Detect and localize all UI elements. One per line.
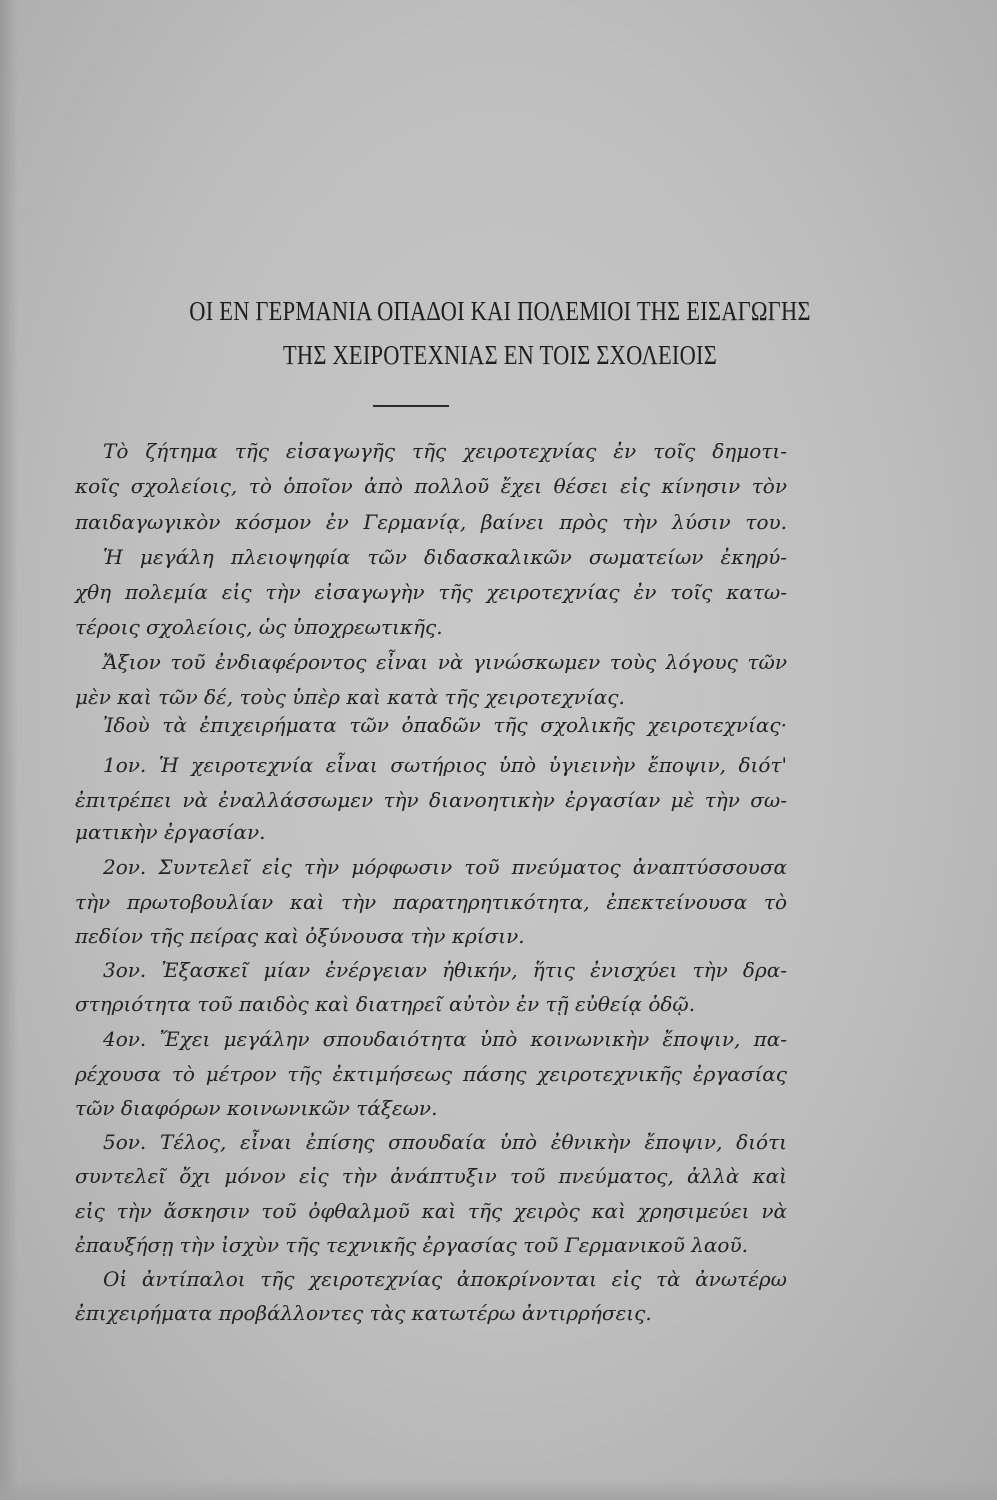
body-line: τέροις σχολείοις, ὡς ὑποχρεωτικῆς. xyxy=(75,615,443,639)
body-line: Ἄξιον τοῦ ἐνδιαφέροντος εἶναι νὰ γινώσκωμεν τοὺς λόγους τῶν xyxy=(103,650,787,674)
body-line: παιδαγωγικὸν κόσμον ἐν Γερμανίᾳ, βαίνει πρὸς τὴν λύσιν του. xyxy=(75,510,787,534)
body-line: 1ον. Ἡ χειροτεχνία εἶναι σωτήριος ὑπὸ ὑγιεινὴν ἔποψιν, διότ' xyxy=(103,753,787,777)
body-line: χθη πολεμία εἰς τὴν εἰσαγωγὴν τῆς χειροτεχνίας ἐν τοῖς κατω- xyxy=(75,580,787,604)
body-line: Τὸ ζήτημα τῆς εἰσαγωγῆς τῆς χειροτεχνίας ἐν τοῖς δημοτι- xyxy=(103,439,787,463)
body-line: ρέχουσα τὸ μέτρον τῆς ἐκτιμήσεως πάσης χειροτεχνικῆς ἐργασίας xyxy=(75,1062,787,1086)
title-line-2: ΤΗΣ ΧΕΙΡΟΤΕΧΝΙΑΣ ΕΝ ΤΟΙΣ ΣΧΟΛΕΙΟΙΣ xyxy=(282,340,718,370)
body-line: τὴν πρωτοβουλίαν καὶ τὴν παρατηρητικότητα, ἐπεκτείνουσα τὸ xyxy=(75,890,787,914)
page-edge-shadow-left xyxy=(0,0,18,1500)
title-divider xyxy=(373,405,449,407)
body-line: ἐπιχειρήματα προβάλλοντες τὰς κατωτέρω ἀντιρρήσεις. xyxy=(75,1301,652,1325)
body-line: στηριότητα τοῦ παιδὸς καὶ διατηρεῖ αὐτὸν ἐν τῇ εὐθείᾳ ὁδῷ. xyxy=(75,992,696,1016)
body-line: Ἰδοὺ τὰ ἐπιχειρήματα τῶν ὀπαδῶν τῆς σχολικῆς χειροτεχνίας· xyxy=(103,713,787,737)
body-line: εἰς τὴν ἄσκησιν τοῦ ὀφθαλμοῦ καὶ τῆς χειρὸς καὶ χρησιμεύει νὰ xyxy=(75,1199,787,1223)
body-line: μὲν καὶ τῶν δέ, τοὺς ὑπὲρ καὶ κατὰ τῆς χειροτεχνίας. xyxy=(75,685,625,709)
body-line: τῶν διαφόρων κοινωνικῶν τάξεων. xyxy=(75,1096,438,1120)
title-line-1: ΟΙ ΕΝ ΓΕΡΜΑΝΙΑ ΟΠΑΔΟΙ ΚΑΙ ΠΟΛΕΜΙΟΙ ΤΗΣ ΕΙΣΑΓΩΓΗΣ xyxy=(189,296,811,326)
body-line: ματικὴν ἐργασίαν. xyxy=(75,820,266,844)
body-line: Οἱ ἀντίπαλοι τῆς χειροτεχνίας ἀποκρίνονται εἰς τὰ ἀνωτέρω xyxy=(103,1267,787,1291)
body-line: 2ον. Συντελεῖ εἰς τὴν μόρφωσιν τοῦ πνεύματος ἀναπτύσσουσα xyxy=(103,855,787,879)
body-line: ἐπαυξήσῃ τὴν ἰσχὺν τῆς τεχνικῆς ἐργασίας τοῦ Γερμανικοῦ λαοῦ. xyxy=(75,1233,748,1257)
body-line: 4ον. Ἔχει μεγάλην σπουδαιότητα ὑπὸ κοινωνικὴν ἔποψιν, πα- xyxy=(103,1027,787,1051)
body-line: Ἡ μεγάλη πλειοψηφία τῶν διδασκαλικῶν σωματείων ἐκηρύ- xyxy=(103,545,787,569)
body-line: 3ον. Ἐξασκεῖ μίαν ἐνέργειαν ἠθικήν, ἥτις ἐνισχύει τὴν δρα- xyxy=(103,958,787,982)
body-line: πεδίον τῆς πείρας καὶ ὀξύνουσα τὴν κρίσιν. xyxy=(75,924,525,948)
page-edge-shadow-bottom xyxy=(0,1478,997,1500)
body-line: συντελεῖ ὄχι μόνον εἰς τὴν ἀνάπτυξιν τοῦ πνεύματος, ἀλλὰ καὶ xyxy=(75,1164,787,1188)
body-line: κοῖς σχολείοις, τὸ ὁποῖον ἀπὸ πολλοῦ ἔχει θέσει εἰς κίνησιν τὸν xyxy=(75,474,787,498)
body-line: ἐπιτρέπει νὰ ἐναλλάσσωμεν τὴν διανοητικὴν ἐργασίαν μὲ τὴν σω- xyxy=(75,788,787,812)
body-line: 5ον. Τέλος, εἶναι ἐπίσης σπουδαία ὑπὸ ἐθνικὴν ἔποψιν, διότι xyxy=(103,1130,787,1154)
